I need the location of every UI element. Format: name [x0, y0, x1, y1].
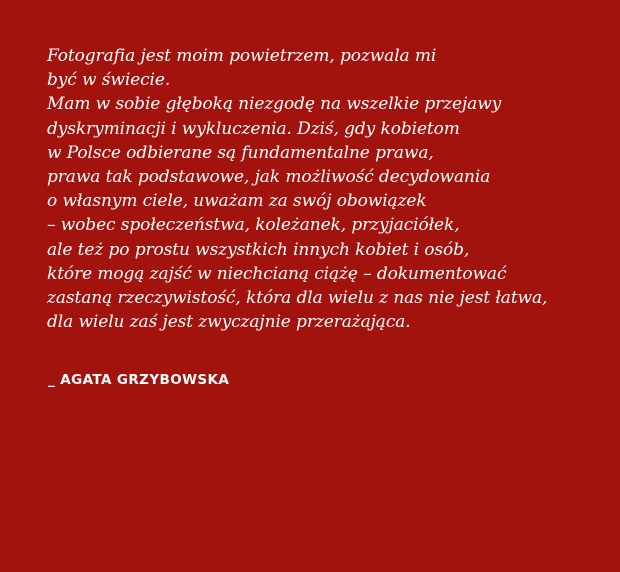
quote-line: zastaną rzeczywistość, która dla wielu z nas nie jest łatwa, [47, 288, 548, 309]
quote-line: prawa tak podstawowe, jak możliwość decydowania [47, 167, 491, 188]
quote-line: być w świecie. [47, 70, 171, 91]
quote-line: dyskryminacji i wykluczenia. Dziś, gdy kobietom [47, 118, 460, 139]
author-attribution: _ AGATA GRZYBOWSKA [48, 372, 230, 388]
quote-line: o własnym ciele, uważam za swój obowiązek [47, 191, 427, 212]
quote-line: Fotografia jest moim powietrzem, pozwala mi [47, 46, 437, 66]
quote-line: – wobec społeczeństwa, koleżanek, przyjaciółek, [47, 215, 460, 236]
quote-line: ale też po prostu wszystkich innych kobiet i osób, [47, 239, 470, 260]
quote-line: Mam w sobie głęboką niezgodę na wszelkie przejawy [47, 94, 502, 115]
quote-line: dla wielu zaś jest zwyczajnie przerażająca. [47, 312, 411, 333]
quote-line: które mogą zajść w niechcianą ciążę – dokumentować [47, 263, 507, 284]
quote-text [47, 44, 547, 334]
quote-line: w Polsce odbierane są fundamentalne prawa, [47, 142, 434, 163]
